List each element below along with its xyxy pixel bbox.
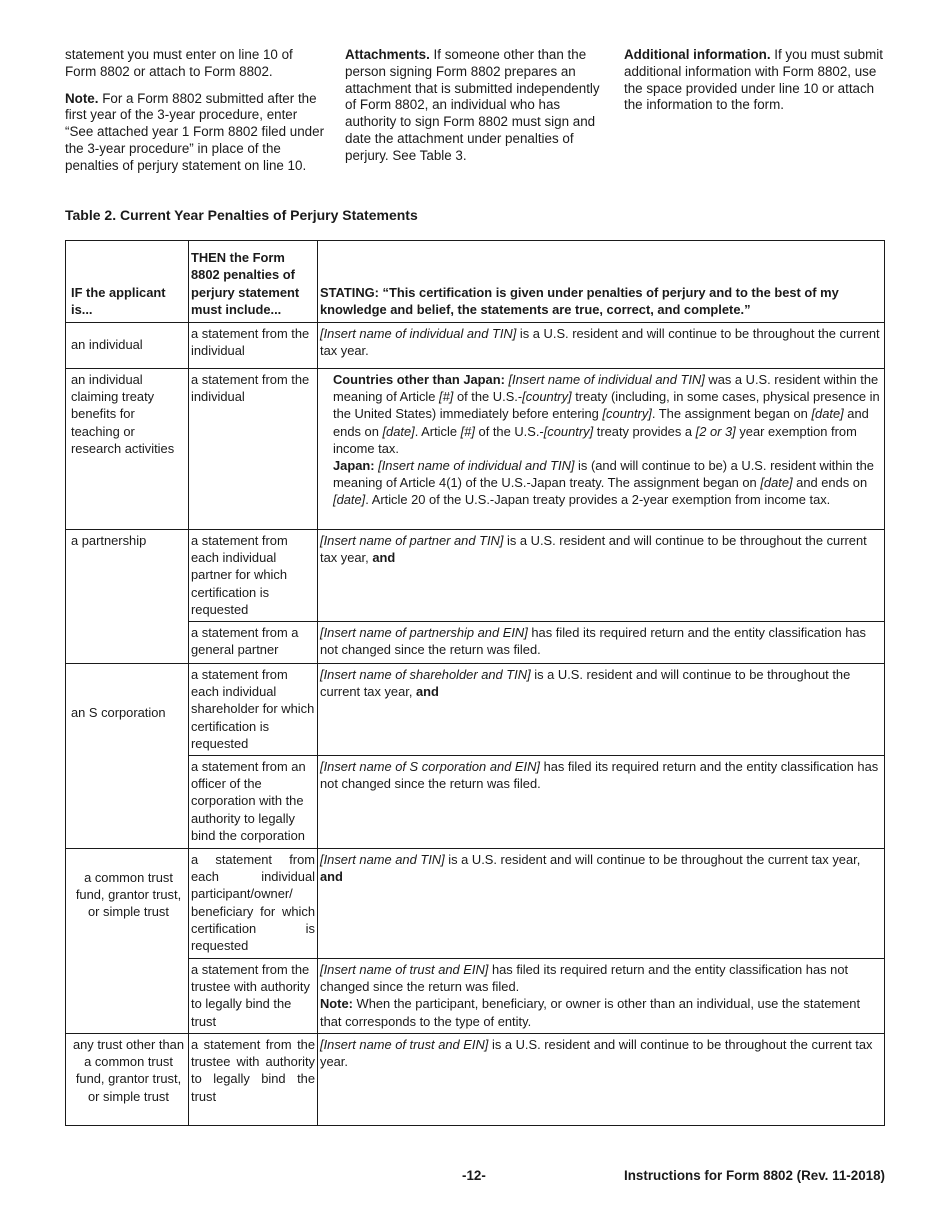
and-text: and [320,869,343,885]
statement-cell [318,622,885,664]
note-text: For a Form 8802 submitted after the first year of the 3-year procedure, enter “See attached year 1 Form 8802 filed under the 3-year procedure” in place of the penalties of perjury statement on line 10. [65,90,325,173]
attachments-text: If someone other than the person signing Form 8802 prepares an attachment that is submitted independently of Form 8802, an individual who has authority to sign Form 8802 must sign and date the attachment under penalties of perjury. See Table 3. [345,47,600,163]
include-cell: a statement from an officer of the corporation with the authority to legally bind the corporation [189,756,318,849]
page-number: -12- [462,1168,486,1183]
include-cell: a statement from each individual shareholder for which certification is requested [189,664,318,756]
include-cell: a statement from each individual partner for which certification is requested [189,530,318,622]
note-text: When the participant, beneficiary, or owner is other than an individual, use the statement that corresponds to the type of entity. [320,996,861,1029]
include-cell: a statement from a general partner [189,622,318,664]
statement-cell [318,849,885,959]
statement-cell [318,323,885,369]
statement-text: is a U.S. resident and will continue to be throughout the current tax year, [320,533,867,566]
placeholder-text: [Insert name of individual and TIN] [320,326,517,341]
placeholder-text: [country] [602,406,652,422]
statement-text: of the U.S.- [453,389,523,405]
intro-column-1 [65,47,327,185]
applicant-cell: a partnership [66,530,189,664]
statement-text: is a U.S. resident and will continue to be throughout the current tax year, [444,852,861,868]
statement-text: treaty provides a [593,423,696,439]
include-cell: a statement from each individual participant/owner/ beneficiary for which certification is requested [189,849,318,959]
table-row [66,1034,885,1126]
statement-text: year exemption from income tax. [333,423,857,456]
statement-cell [318,756,885,849]
statement-text: has filed its required return and the entity classification has not changed since the return was filed. [320,625,866,658]
placeholder-text: [Insert name of individual and TIN] [374,458,575,474]
table-row [66,323,885,369]
placeholder-text: [Insert name of S corporation and EIN] [320,759,540,775]
table-row [66,849,885,959]
placeholder-text: [Insert name of trust and EIN] [320,962,489,978]
placeholder-text: [Insert name of partnership and EIN] [320,625,528,641]
and-text: and [372,550,396,566]
note-paragraph [65,91,327,175]
statement-text: was a U.S. resident within the meaning of Article [333,372,879,405]
table-row [66,622,885,664]
statement-text: . The assignment began on [651,406,812,422]
statement-text: . Article 20 of the U.S.-Japan treaty provides a 2-year exemption from income tax. [365,492,831,508]
additional-info-paragraph [624,47,886,114]
statement-cell [318,664,885,756]
table-row [66,756,885,849]
statement-text: is a U.S. resident and will continue to be throughout the current tax year, [320,667,851,700]
additional-info-text: If you must submit additional information with Form 8802, use the space provided under line 10 or attach the information to the form. [624,47,883,113]
statement-text: has filed its required return and the entity classification has not changed since the return was filed. [320,962,849,995]
placeholder-text: [Insert name of partner and TIN] [320,533,504,548]
note-label: Note: [320,996,353,1012]
table-row [66,664,885,756]
table-row [66,369,885,530]
attachments-paragraph [345,47,607,165]
placeholder-text: [#] [460,423,475,439]
applicant-cell: an S corporation [66,664,189,849]
statement-cell [318,369,885,530]
statement-text: is a U.S. resident and will continue to be throughout the current tax year. [320,326,880,359]
placeholder-text: [Insert name of individual and TIN] [504,372,705,387]
table-caption: Table 2. Current Year Penalties of Perjury Statements [65,207,418,223]
form-title: Instructions for Form 8802 (Rev. 11-2018) [624,1168,885,1183]
statement-text: has filed its required return and the entity classification has not changed since the return was filed. [320,759,879,792]
placeholder-text: [country] [543,423,594,439]
header-then: THEN the Form 8802 penalties of perjury statement must include... [189,241,318,323]
applicant-cell: a common trust fund, grantor trust, or simple trust [66,849,189,1034]
placeholder-text: [2 or 3] [695,423,736,439]
intro-column-3 [624,47,886,124]
applicant-cell: an individual [66,323,189,369]
include-cell: a statement from the individual [189,369,318,530]
and-text: and [416,684,439,700]
header-stating: STATING: “This certification is given under penalties of perjury and to the best of my knowledge and belief, the statements are true, correct, and complete.” [318,241,885,323]
statement-text: . Article [414,423,461,439]
intro-column-2 [345,47,607,175]
placeholder-text: [Insert name and TIN] [320,852,445,868]
placeholder-text: [Insert name of trust and EIN] [320,1037,489,1053]
header-if: IF the applicant is... [66,241,189,323]
include-cell: a statement from the trustee with authority to legally bind the trust [189,959,318,1034]
placeholder-text: [date] [333,492,366,508]
penalties-table [65,240,885,1126]
table-header-row [66,241,885,323]
statement-text: of the U.S.- [474,423,544,439]
placeholder-text: [date] [760,475,793,491]
statement-text: and ends on [333,406,869,439]
include-cell: a statement from the individual [189,323,318,369]
placeholder-text: [#] [439,389,454,405]
statement-text: and ends on [792,475,868,491]
table-row [66,530,885,622]
statement-text: treaty (including, in some cases, physical presence in the United States) immediately before entering [333,389,880,422]
placeholder-text: [date] [382,423,415,439]
table-row [66,959,885,1034]
country-label: Japan: [333,458,375,474]
placeholder-text: [country] [522,389,572,405]
placeholder-text: [Insert name of shareholder and TIN] [320,667,531,683]
country-label: Countries other than Japan: [333,372,505,387]
statement-cell [318,1034,885,1126]
include-cell: a statement from the trustee with authority to legally bind the trust [189,1034,318,1126]
statement-cell [318,530,885,622]
statement-text: is a U.S. resident and will continue to be throughout the current tax year. [320,1037,873,1070]
applicant-cell: an individual claiming treaty benefits for teaching or research activities [66,369,189,530]
attachments-heading: Attachments. [345,47,430,62]
additional-info-heading: Additional information. [624,47,771,62]
applicant-cell: any trust other than a common trust fund, grantor trust, or simple trust [66,1034,189,1126]
placeholder-text: [date] [811,406,844,422]
statement-cell [318,959,885,1034]
statement-text: is (and will continue to be) a U.S. resident within the meaning of Article 4(1) of the U.S.-Japan treaty. The assignment began on [333,458,874,491]
paragraph: statement you must enter on line 10 of Form 8802 or attach to Form 8802. [65,47,293,79]
note-label: Note. [65,90,99,106]
